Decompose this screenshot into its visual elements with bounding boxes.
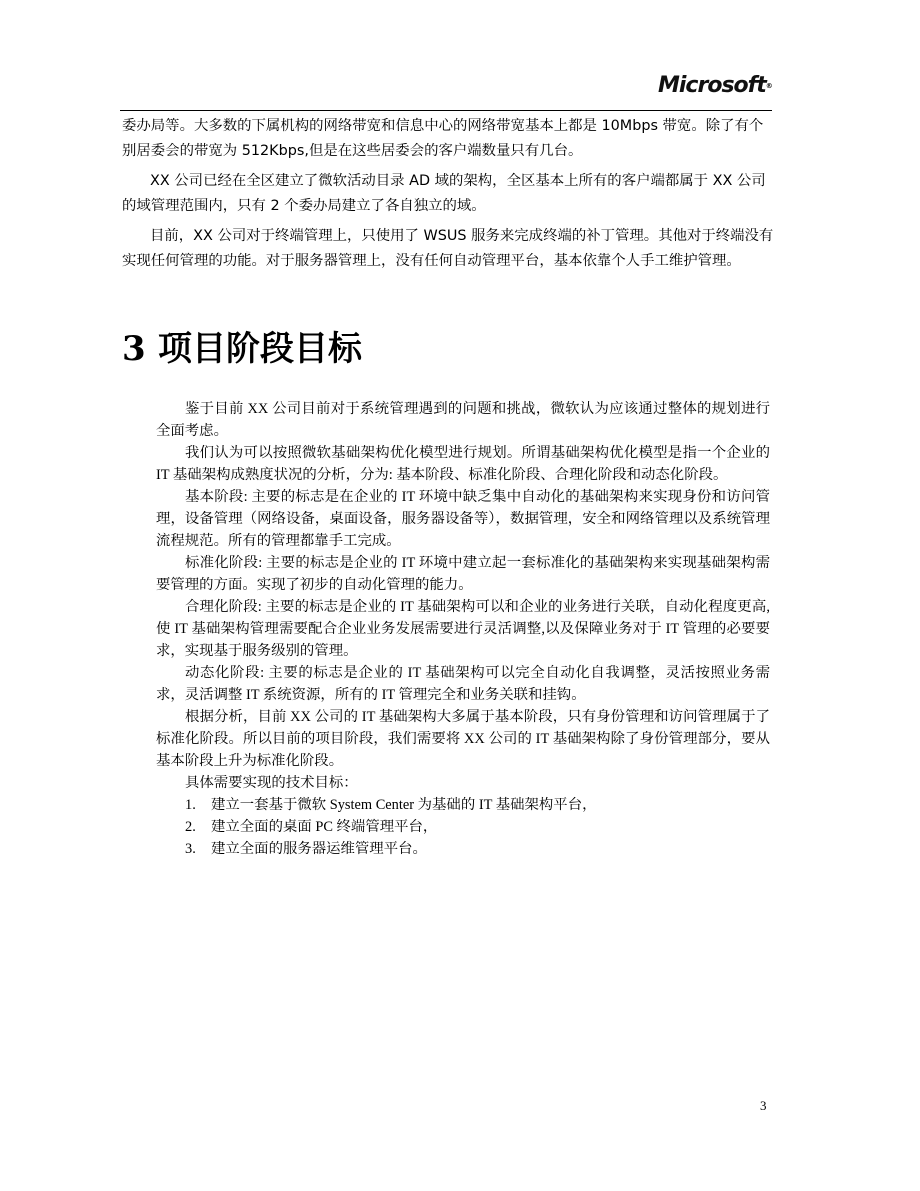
list-item: 2. 建立全面的桌面 PC 终端管理平台， (185, 819, 438, 835)
body-paragraph: 鉴于目前 XX 公司目前对于系统管理遇到的问题和挑战，微软认为应该通过整体的规划进行全面考虑。 (156, 401, 770, 439)
list-item: 3. 建立全面的服务器运维管理平台。 (185, 841, 427, 857)
body-paragraph: 基本阶段: 主要的标志是在企业的 IT 环境中缺乏集中自动化的基础架构来实现身份和访问管理，设备管理（网络设备，桌面设备，服务器设备等），数据管理，安全和网络管理以及系统管理流程规范。所有的管理都靠手工完成。 (156, 489, 770, 549)
body-paragraph: 我们认为可以按照微软基础架构优化模型进行规划。所谓基础架构优化模型是指一个企业的 IT 基础架构成熟度状况的分析，分为: 基本阶段、标准化阶段、合理化阶段和动态化阶段。 (156, 445, 770, 483)
section-body (156, 398, 770, 860)
header-rule (120, 110, 772, 111)
intro-paragraph: XX 公司已经在全区建立了微软活动目录 AD 域的架构，全区基本上所有的客户端都属于 XX 公司的域管理范围内，只有 2 个委办局建立了各自独立的域。 (122, 173, 766, 214)
body-paragraph: 动态化阶段: 主要的标志是企业的 IT 基础架构可以完全自动化自我调整，灵活按照业务需求，灵活调整 IT 系统资源，所有的 IT 管理完全和业务关联和挂钩。 (156, 665, 770, 703)
body-paragraph: 合理化阶段: 主要的标志是企业的 IT 基础架构可以和企业的业务进行关联，自动化程度更高,使 IT 基础架构管理需要配合企业业务发展需要进行灵活调整,以及保障业务对于 IT 管理的必要要求，实现基于服务级别的管理。 (156, 599, 770, 659)
section-title: 项目阶段目标 (158, 329, 362, 369)
body-paragraph: 根据分析，目前 XX 公司的 IT 基础架构大多属于基本阶段，只有身份管理和访问管理属于了标准化阶段。所以目前的项目阶段，我们需要将 XX 公司的 IT 基础架构除了身份管理部分，要从基本阶段上升为标准化阶段。 (156, 709, 770, 769)
page-number: 3 (760, 1098, 767, 1113)
microsoft-logo: Microsoft® (658, 73, 772, 98)
section-heading (122, 322, 362, 376)
section-number: 3 (122, 329, 146, 369)
body-paragraph: 具体需要实现的技术目标： (185, 775, 358, 791)
intro-paragraph: 目前，XX 公司对于终端管理上，只使用了 WSUS 服务来完成终端的补丁管理。其他对于终端没有实现任何管理的功能。对于服务器管理上，没有任何自动管理平台，基本依靠个人手工维护管理。 (122, 228, 774, 269)
intro-paragraph: 委办局等。大多数的下属机构的网络带宽和信息中心的网络带宽基本上都是 10Mbps 带宽。除了有个别居委会的带宽为 512Kbps,但是在这些居委会的客户端数量只有几台。 (122, 118, 764, 159)
body-paragraph: 标准化阶段: 主要的标志是企业的 IT 环境中建立起一套标准化的基础架构来实现基础架构需要管理的方面。实现了初步的自动化管理的能力。 (156, 555, 770, 593)
list-item: 1. 建立一套基于微软 System Center 为基础的 IT 基础架构平台， (185, 797, 597, 813)
